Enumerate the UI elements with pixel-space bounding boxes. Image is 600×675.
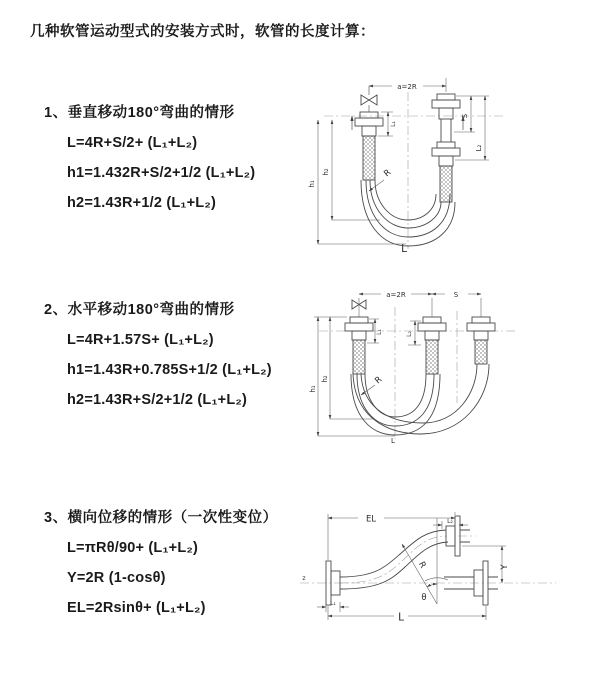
section-2-formula-h2: h2=1.43R+S/2+1/2 (L₁+L₂) (67, 392, 248, 408)
section-3-formula-Y: Y=2R (1-cosθ) (67, 570, 166, 586)
diagram-lateral-displacement (296, 504, 560, 644)
dim-label-a2r: a=2R (397, 83, 417, 91)
section-3-formula-L: L=πRθ/90+ (L₁+L₂) (67, 540, 199, 556)
section-2-formula-h1: h1=1.43R+0.785S+1/2 (L₁+L₂) (67, 362, 272, 378)
dimension-labels (302, 515, 510, 624)
dim-label-h1: h₁ (308, 180, 316, 188)
dim-label-y: Y (500, 564, 510, 570)
dim-label-l1: L₁ (330, 600, 336, 607)
length-label: L (401, 243, 407, 255)
dim-label-h2: h₂ (322, 168, 330, 176)
section-1-formula-h1: h1=1.432R+S/2+1/2 (L₁+L₂) (67, 165, 256, 181)
right-pipe-fitting-moved (467, 317, 495, 364)
length-label: L (391, 437, 395, 445)
section-horizontal-movement (44, 295, 272, 415)
s-curve-hose (340, 530, 448, 589)
angle-theta-label: θ (421, 593, 427, 603)
section-1-formula-L: L=4R+S/2+ (L₁+L₂) (67, 135, 198, 151)
left-pipe-fitting (345, 317, 373, 374)
dim-label-s: S (453, 291, 459, 299)
hose-assembly (345, 300, 495, 435)
section-2-heading: 2、水平移动180°弯曲的情形 (44, 302, 235, 318)
dimension-lines (318, 78, 489, 244)
radius-label: R (415, 560, 428, 571)
centerline-z-mark: z (302, 575, 306, 582)
dim-label-l: L (398, 611, 404, 624)
dim-label-a2r: a=2R (386, 291, 406, 299)
section-3-heading: 3、横向位移的情形（一次性变位） (44, 510, 278, 526)
dim-label-l2: L₂ (406, 331, 413, 337)
hose-u-curves (351, 364, 489, 435)
hose-assembly (326, 516, 498, 605)
radius-label: R (373, 374, 385, 387)
diagram-vertical-180-bend (308, 68, 528, 256)
dim-label-el: EL (365, 514, 377, 525)
section-3-formula-EL: EL=2Rsinθ+ (L₁+L₂) (67, 600, 206, 616)
section-1-heading: 1、垂直移动180°弯曲的情形 (44, 105, 235, 121)
section-2-formula-L: L=4R+1.57S+ (L₁+L₂) (67, 332, 214, 348)
right-pipe-fitting-two-positions (432, 94, 460, 202)
section-1-formula-h2: h2=1.43R+1/2 (L₁+L₂) (67, 195, 217, 211)
dim-label-l1: L₁ (390, 121, 397, 127)
dim-label-h2: h₂ (321, 375, 329, 383)
dim-label-s: S (461, 113, 469, 119)
dim-label-h1: h₁ (309, 385, 317, 393)
dimension-lines (314, 294, 481, 436)
valve-icon (361, 86, 377, 112)
centerlines (300, 536, 556, 583)
dimension-labels (308, 83, 483, 255)
left-pipe-fitting (355, 112, 383, 180)
hose-assembly (352, 86, 463, 246)
diagram-horizontal-180-bend (311, 279, 531, 449)
centerlines (324, 92, 506, 249)
page-title: 几种软管运动型式的安装方式时，软管的长度计算： (30, 24, 375, 40)
dim-label-l1: L₁ (376, 329, 383, 335)
section-lateral-displacement (44, 503, 278, 623)
dim-label-l2: L₂ (447, 518, 453, 525)
radius-label: R (382, 167, 394, 180)
dim-label-l2: L₂ (475, 144, 483, 152)
section-vertical-movement (44, 98, 255, 218)
middle-pipe-fitting (418, 317, 446, 374)
dimension-lines (317, 512, 506, 620)
